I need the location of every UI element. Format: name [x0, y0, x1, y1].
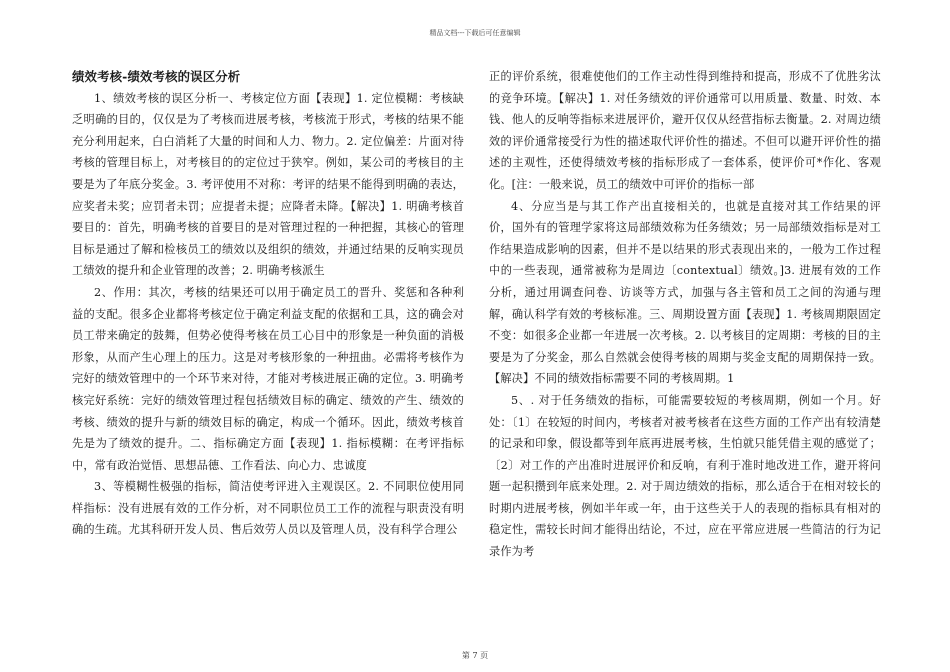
right-column [489, 66, 881, 628]
paragraph: 5、. 对于任务绩效的指标，可能需要较短的考核周期，例如一个月。好处：〔1〕在较短的时间内，考核者对被考核者在这些方面的工作产出有较清楚的记录和印象，假设都等到年底再进展考核，生怕就只能凭借主观的感觉了；〔2〕对工作的产出准时进展评价和反响，有利于准时地改进工作，避开将问题一起积攒到年底来处理。2. 对于周边绩效的指标，那么适合于在相对较长的时期内进展考核，例如半年或一年，由于这些关于人的表现的指标具有相对的稳定性，需较长时间才能得出结论，不过，应在平常应进展一些简洁的行为记录作为考 [489, 393, 881, 559]
paragraph: 2、作用：其次，考核的结果还可以用于确定员工的晋升、奖惩和各种利益的支配。很多企业都将考核定位于确定利益支配的依据和工具，这的确会对员工带来确定的鼓舞，但势必使得考核在员工心目中的形象是一种负面的消极形象，从而产生心理上的压力。这是对考核形象的一种扭曲。必需将考核作为完好的绩效管理中的一个环节来对待，才能对考核进展正确的定位。3. 明确考核完好系统：完好的绩效管理过程包括绩效目标的确定、绩效的产生、绩效的考核、绩效的提升与新的绩效目标的确定，构成一个循环。因此，绩效考核首先是为了绩效的提升。二、指标确定方面【表现】1. 指标模糊：在考评指标中，常有政治觉悟、思想品德、工作看法、向心力、忠诚度 [72, 285, 464, 472]
paragraph: 4、分应当是与其工作产出直接相关的，也就是直接对其工作结果的评价，国外有的管理学家将这局部绩效称为任务绩效；另一局部绩效指标是对工作结果造成影响的因素，但并不是以结果的形式表现出来的，一般为工作过程中的一些表现，通常被称为是周边〔contextual〕绩效。]3. 进展有效的工作分析，通过用调查问卷、访谈等方式，加强与各主管和员工之间的沟通与理解，确认科学有效的考核标准。三、周期设置方面【表现】1. 考核周期限固定不变：如很多企业都一年进展一次考核。2. 以考核目的定周期：考核的目的主要是为了分奖金，那么自然就会使得考核的周期与奖金支配的周期保持一致。【解决】不同的绩效指标需要不同的考核周期。1 [489, 199, 881, 386]
paragraph: 1、绩效考核的误区分析一、考核定位方面【表现】1. 定位模糊：考核缺乏明确的目的，仅仅是为了考核而进展考核，考核流于形式，考核的结果不能充分利用起来，白白消耗了大量的时间和人力、物力。2. 定位偏差：片面对待考核的管理目标上，对考核目的的定位过于狭窄。例如，某公司的考核目的主要是为了年底分奖金。3. 考评使用不对称：考评的结果不能得到明确的表达，应奖者未奖；应罚者未罚；应提者未提；应降者未降。【解决】1. 明确考核首要目的：首先，明确考核的首要目的是对管理过程的一种把握，其核心的管理目标是通过了解和检核员工的绩效以及组织的绩效，并通过结果的反响实现员工绩效的提升和企业管理的改善；2. 明确考核派生 [72, 91, 464, 278]
paragraph: 正的评价系统，很难使他们的工作主动性得到维持和提高，形成不了优胜劣汰的竞争环境。【解决】1. 对任务绩效的评价通常可以用质量、数量、时效、本钱、他人的反响等指标来进展评价，避开仅仅从经营指标去衡量。2. 对周边绩效的评价通常接受行为性的描述取代评价性的描述。不但可以避开评价性的描述的主观性，还使得绩效考核的指标形成了一套体系，使评价可*作化、客观化。[注：一般来说，员工的绩效中可评价的指标一部 [489, 70, 881, 191]
document-title: 绩效考核-绩效考核的误区分析 [72, 69, 241, 84]
page-number: 第 7 页 [461, 651, 489, 660]
page-header: 精品文档---下载后可任意编辑 [429, 29, 521, 37]
left-column [72, 66, 464, 626]
paragraph: 3、等模糊性极强的指标，简洁使考评进入主观误区。2. 不同职位使用同样指标：没有进展有效的工作分析，对不同职位员工工作的流程与职责没有明确的生疏。尤其科研开发人员、售后效劳人员以及管理人员，没有科学合理公 [72, 480, 464, 537]
